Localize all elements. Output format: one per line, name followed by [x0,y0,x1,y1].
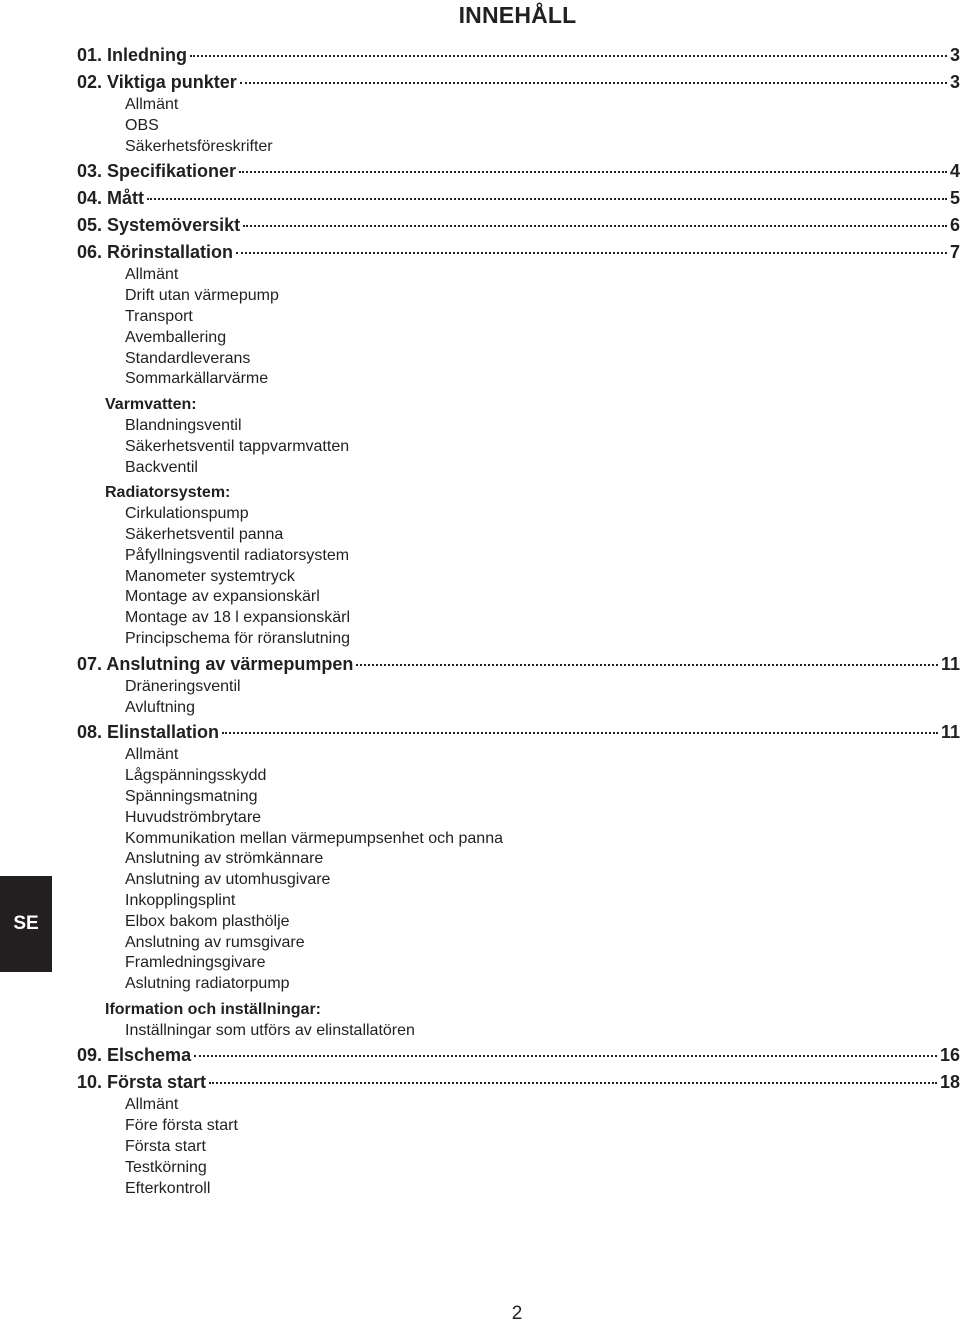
toc-chapter-title: 07. Anslutning av värmepumpen [77,653,354,674]
toc-sub-entry: Inställningar som utförs av elinstallatören [125,1021,415,1039]
toc-sub-entry: Före första start [125,1117,238,1135]
toc-chapter-title: 02. Viktiga punkter [77,72,237,92]
toc-chapter-title: 09. Elschema [77,1045,192,1066]
toc-dot-leader [222,731,938,734]
toc-section-heading: Radiatorsystem: [105,484,231,502]
toc-page-number: 18 [939,1072,960,1093]
toc-dot-leader [147,197,947,200]
toc-page-number: 11 [940,722,960,743]
toc-sub-entry: Anslutning av strömkännare [125,850,324,868]
toc-sub-entry: Inkopplingsplint [125,891,236,909]
toc-page-number: 3 [949,72,960,92]
toc-chapter-title: 06. Rörinstallation [77,242,234,263]
toc-sub-entry: Backventil [125,458,198,476]
toc-sub-entry: Allmänt [125,1096,179,1114]
toc-chapter-entry [77,719,960,745]
toc-page-number: 3 [949,45,960,65]
toc-sub-entry: Montage av expansionskärl [125,588,320,606]
toc-sub-entry: Allmänt [125,266,179,284]
toc-dot-leader [239,170,947,173]
toc-chapter-title: 03. Specifikationer [77,161,237,182]
toc-sub-entry: Anslutning av utomhusgivare [125,871,331,889]
toc-chapter-entry [77,158,960,184]
toc-chapter-entry [77,651,960,677]
toc-sub-entry: Blandningsventil [125,416,242,434]
toc-chapter-entry [77,1069,960,1095]
toc-sub-entry: OBS [125,116,159,134]
toc-sub-entry: Aslutning radiatorpump [125,975,290,993]
toc-page-number: 5 [949,188,960,209]
toc-chapter-title: 01. Inledning [77,45,188,65]
toc-sub-entry: Efterkontroll [125,1179,211,1197]
toc-sub-entry: Principschema för röranslutning [125,629,350,647]
toc-page-number: 6 [949,215,960,236]
toc-section-heading: Varmvatten: [105,396,197,414]
toc-dot-leader [240,81,947,84]
toc-sub-entry: Säkerhetsventil tappvarmvatten [125,437,350,455]
toc-page-number: 4 [949,161,960,182]
toc-dot-leader [190,54,947,57]
toc-sub-entry: Testkörning [125,1158,207,1176]
toc-sub-entry: Säkerhetsventil panna [125,525,284,543]
toc-chapter-entry [77,42,960,68]
toc-sub-entry: Sommarkällarvärme [125,370,269,388]
toc-chapter-entry [77,239,960,265]
toc-sub-entry: Drift utan värmepump [125,287,279,305]
toc-sub-entry: Anslutning av rumsgivare [125,933,305,951]
table-of-contents [77,41,960,1199]
toc-dot-leader [209,1081,937,1084]
toc-sub-entry: Påfyllningsventil radiatorsystem [125,546,350,564]
toc-sub-entry: Dräneringsventil [125,677,241,695]
toc-sub-entry: Framledningsgivare [125,954,266,972]
toc-chapter-entry [77,69,960,95]
toc-chapter-entry [77,1042,960,1068]
toc-sub-entry: Kommunikation mellan värmepumpsenhet och panna [125,829,503,847]
toc-sub-entry: Huvudströmbrytare [125,808,262,826]
page-number: 2 [511,1303,523,1324]
toc-dot-leader [356,663,938,666]
toc-page-number: 7 [949,242,960,263]
toc-sub-entry: Avluftning [125,698,195,716]
toc-dot-leader [243,224,947,227]
toc-sub-entry: Standardleverans [125,349,251,367]
language-tab: SE [0,876,52,972]
toc-dot-leader [194,1054,937,1057]
toc-chapter-entry [77,212,960,238]
toc-sub-entry: Cirkulationspump [125,505,249,523]
toc-sub-entry: Avemballering [125,328,227,346]
toc-chapter-entry [77,185,960,211]
toc-chapter-title: 04. Mått [77,188,145,209]
toc-sub-entry: Spänningsmatning [125,787,258,805]
toc-sub-entry: Första start [125,1138,206,1156]
toc-page-number: 16 [939,1045,960,1066]
toc-page-number: 11 [940,653,960,674]
toc-sub-entry: Elbox bakom plasthölje [125,912,290,930]
toc-section-heading: Iformation och inställningar: [105,1000,322,1018]
page-title: INNEHÅLL [458,2,577,28]
toc-chapter-title: 10. Första start [77,1072,207,1093]
toc-sub-entry: Montage av 18 l expansionskärl [125,609,351,627]
toc-sub-entry: Allmänt [125,96,179,113]
toc-chapter-title: 08. Elinstallation [77,722,220,743]
toc-dot-leader [236,251,947,254]
toc-sub-entry: Säkerhetsföreskrifter [125,137,273,155]
toc-chapter-title: 05. Systemöversikt [77,215,241,236]
toc-sub-entry: Lågspänningsskydd [125,767,267,785]
toc-sub-entry: Allmänt [125,746,179,764]
toc-sub-entry: Transport [125,307,193,325]
toc-sub-entry: Manometer systemtryck [125,567,295,585]
